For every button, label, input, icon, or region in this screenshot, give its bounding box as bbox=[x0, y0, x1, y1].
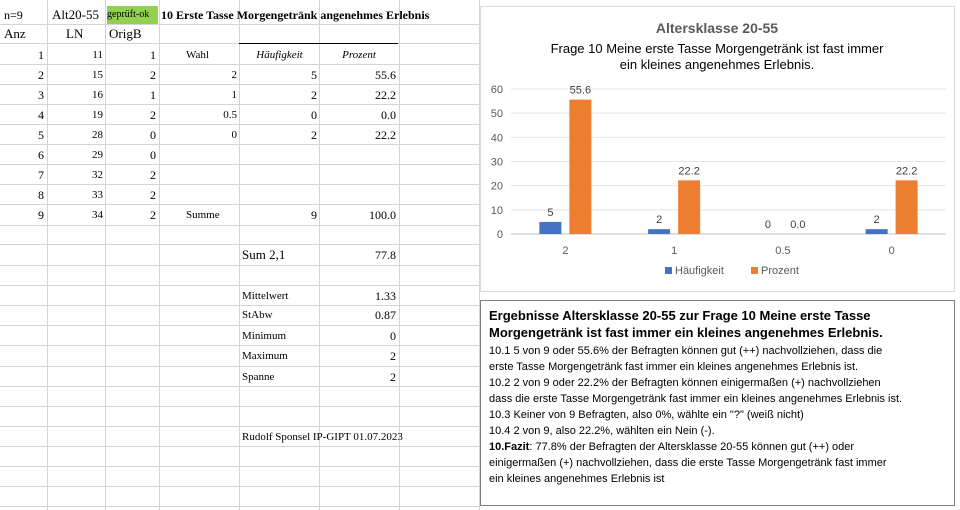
freq-haeufigkeit[interactable]: 2 bbox=[311, 88, 317, 102]
freq-header-prozent[interactable]: Prozent bbox=[342, 49, 376, 61]
stat-label[interactable]: Maximum bbox=[242, 350, 288, 362]
col-header-origb[interactable]: OrigB bbox=[109, 26, 142, 41]
fazit-line bbox=[489, 439, 946, 455]
stat-value[interactable]: 0 bbox=[390, 329, 396, 343]
col-header-anz[interactable]: Anz bbox=[4, 26, 26, 41]
y-tick-label: 10 bbox=[490, 204, 503, 217]
cell-ln[interactable]: 29 bbox=[92, 149, 103, 161]
x-tick-label: 0.5 bbox=[775, 245, 791, 257]
bar-chart[interactable] bbox=[480, 6, 955, 292]
y-tick-label: 40 bbox=[490, 132, 503, 145]
cell-ln[interactable]: 32 bbox=[92, 169, 103, 181]
cell-anz[interactable]: 1 bbox=[38, 48, 44, 62]
y-tick-label: 0 bbox=[496, 229, 503, 241]
results-textbox[interactable] bbox=[480, 300, 955, 506]
freq-haeufigkeit[interactable]: 5 bbox=[311, 68, 317, 82]
cell-origb[interactable]: 2 bbox=[150, 168, 156, 182]
col-header-ln[interactable]: LN bbox=[66, 26, 84, 41]
data-label: 2 bbox=[873, 214, 880, 227]
chart-canvas bbox=[481, 7, 954, 291]
legend-label: Häufigkeit bbox=[675, 265, 724, 277]
cell-anz[interactable]: 4 bbox=[38, 108, 44, 122]
data-label: 22.2 bbox=[678, 165, 700, 178]
freq-prozent[interactable]: 22.2 bbox=[375, 88, 396, 102]
cell-origb[interactable]: 0 bbox=[150, 148, 156, 162]
bar-häufigkeit-1[interactable] bbox=[648, 229, 670, 234]
data-label: 22.2 bbox=[895, 165, 918, 178]
y-tick-label: 50 bbox=[490, 108, 503, 121]
results-line: dass die erste Tasse Morgengetränk fast immer ein kleines angenehmes Erlebnis ist. bbox=[489, 393, 903, 405]
summe-prozent[interactable]: 100.0 bbox=[369, 208, 396, 222]
stat-value[interactable]: 0.87 bbox=[375, 308, 396, 322]
cell-origb[interactable]: 0 bbox=[150, 128, 156, 142]
freq-header-haeufigkeit[interactable]: Häufigkeit bbox=[256, 49, 303, 61]
sum21-label[interactable]: Sum 2,1 bbox=[242, 247, 286, 262]
cell-ln[interactable]: 11 bbox=[92, 49, 103, 61]
y-tick-label: 30 bbox=[490, 156, 503, 169]
bar-prozent-2[interactable] bbox=[569, 100, 591, 234]
legend-swatch bbox=[665, 267, 672, 274]
data-label: 55.6 bbox=[569, 84, 592, 97]
fazit-text-2: ein kleines angenehmes Erlebnis ist bbox=[489, 473, 665, 485]
cell-ln[interactable]: 16 bbox=[92, 89, 103, 101]
cell-origb[interactable]: 2 bbox=[150, 208, 156, 222]
cell-ln[interactable]: 19 bbox=[92, 109, 103, 121]
stat-value[interactable]: 1.33 bbox=[375, 289, 396, 303]
stat-label[interactable]: StAbw bbox=[242, 309, 273, 321]
stat-label[interactable]: Mittelwert bbox=[242, 290, 289, 302]
y-tick-label: 20 bbox=[490, 180, 503, 193]
cell-origb[interactable]: 2 bbox=[150, 188, 156, 202]
legend-swatch bbox=[751, 267, 758, 274]
fazit-text-1: einigermaßen (+) nachvollziehen, dass die erste Tasse Morgengetränk fast immer bbox=[489, 457, 887, 469]
results-heading: Ergebnisse Altersklasse 20-55 zur Frage 10 Meine erste Tasse Morgengetränk ist fast immer ein kleines angenehmes Erlebnis. bbox=[489, 308, 883, 340]
results-line: 10.4 2 von 9, also 22.2%, wählten ein Nein (-). bbox=[489, 425, 715, 437]
freq-wahl[interactable]: 0.5 bbox=[223, 109, 237, 121]
freq-prozent[interactable]: 55.6 bbox=[375, 68, 396, 82]
cell-anz[interactable]: 6 bbox=[38, 148, 44, 162]
results-line: 10.3 Keiner von 9 Befragten, also 0%, wählte ein "?" (weiß nicht) bbox=[489, 409, 804, 421]
summe-haeufigkeit[interactable]: 9 bbox=[311, 208, 317, 222]
cell-ln[interactable]: 15 bbox=[92, 69, 103, 81]
y-tick-label: 60 bbox=[490, 84, 503, 96]
cell-origb[interactable]: 2 bbox=[150, 68, 156, 82]
freq-haeufigkeit[interactable]: 0 bbox=[311, 108, 317, 122]
freq-header-wahl[interactable]: Wahl bbox=[186, 49, 209, 61]
bar-prozent-0[interactable] bbox=[896, 180, 918, 234]
results-line: 10.1 5 von 9 oder 55.6% der Befragten können gut (++) nachvollziehen, dass die bbox=[489, 345, 883, 357]
freq-haeufigkeit[interactable]: 2 bbox=[311, 128, 317, 142]
chart-title: Altersklasse 20-55 bbox=[655, 20, 779, 36]
results-line: erste Tasse Morgengetränk fast immer ein kleines angenehmes Erlebnis ist. bbox=[489, 361, 859, 373]
cell-checked[interactable]: geprüft-ok bbox=[107, 6, 158, 24]
freq-prozent[interactable]: 0.0 bbox=[381, 108, 396, 122]
cell-anz[interactable]: 9 bbox=[38, 208, 44, 222]
results-line: 10.2 2 von 9 oder 22.2% der Befragten können einigermaßen (+) nachvollziehen bbox=[489, 377, 881, 389]
author-note[interactable]: Rudolf Sponsel IP-GIPT 01.07.2023 bbox=[242, 431, 403, 443]
bar-prozent-1[interactable] bbox=[678, 180, 700, 234]
data-label: 2 bbox=[656, 214, 663, 227]
cell-anz[interactable]: 2 bbox=[38, 68, 44, 82]
summe-label[interactable]: Summe bbox=[186, 209, 220, 221]
cell-anz[interactable]: 7 bbox=[38, 168, 44, 182]
stat-label[interactable]: Spanne bbox=[242, 371, 275, 383]
sum21-value[interactable]: 77.8 bbox=[375, 248, 396, 262]
fazit-label: 10.Fazit bbox=[489, 441, 530, 453]
cell-ln[interactable]: 33 bbox=[92, 189, 103, 201]
freq-wahl[interactable]: 2 bbox=[231, 69, 237, 81]
stat-value[interactable]: 2 bbox=[390, 370, 396, 384]
stat-value[interactable]: 2 bbox=[390, 349, 396, 363]
freq-wahl[interactable]: 1 bbox=[231, 89, 237, 101]
freq-wahl[interactable]: 0 bbox=[231, 129, 237, 141]
data-label: 0 bbox=[764, 219, 771, 231]
x-tick-label: 2 bbox=[562, 245, 569, 257]
bar-häufigkeit-0[interactable] bbox=[866, 229, 888, 234]
bar-häufigkeit-2[interactable] bbox=[539, 222, 561, 234]
chart-subtitle-line2: ein kleines angenehmes Erlebnis. bbox=[619, 57, 815, 72]
cell-question[interactable]: 10 Erste Tasse Morgengetränk angenehmes Erlebnis bbox=[161, 8, 430, 22]
cell-ln[interactable]: 28 bbox=[92, 129, 103, 141]
legend-label: Prozent bbox=[761, 265, 799, 277]
fazit-text-0: : 77.8% der Befragten der Altersklasse 20-55 können gut (++) oder bbox=[529, 441, 855, 453]
cell-anz[interactable]: 5 bbox=[38, 128, 44, 142]
data-label: 5 bbox=[547, 206, 554, 219]
x-tick-label: 0 bbox=[888, 245, 895, 257]
cell-ln[interactable]: 34 bbox=[92, 209, 103, 221]
cell-origb[interactable]: 2 bbox=[150, 108, 156, 122]
stat-label[interactable]: Minimum bbox=[242, 330, 287, 342]
cell-origb[interactable]: 1 bbox=[150, 88, 156, 102]
cell-anz[interactable]: 3 bbox=[38, 88, 44, 102]
cell-group[interactable]: Alt20-55 bbox=[52, 7, 99, 22]
cell-anz[interactable]: 8 bbox=[38, 188, 44, 202]
cell-origb[interactable]: 1 bbox=[150, 48, 156, 62]
x-tick-label: 1 bbox=[671, 245, 678, 257]
chart-subtitle-line1: Frage 10 Meine erste Tasse Morgengetränk ist fast immer bbox=[550, 41, 884, 56]
cell-n[interactable]: n=9 bbox=[4, 8, 23, 22]
freq-prozent[interactable]: 22.2 bbox=[375, 128, 396, 142]
data-label: 0.0 bbox=[790, 219, 806, 231]
